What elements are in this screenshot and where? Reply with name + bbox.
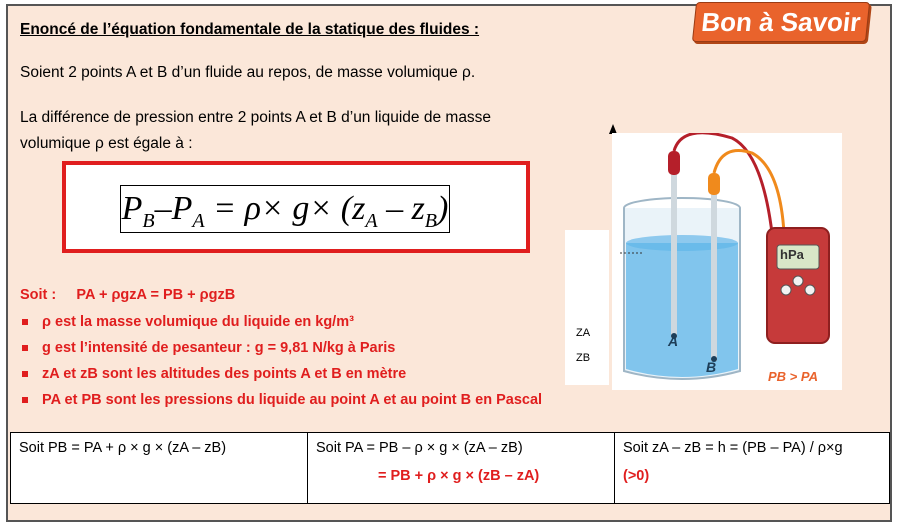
table-cell-pa: Soit PA = PB – ρ × g × (zA – zB) = PB + ρ × g × (zB – zA): [308, 433, 615, 504]
manometer-illustration: [612, 133, 842, 390]
table-cell-height: Soit zA – zB = h = (PB – PA) / ρ×g (>0): [615, 433, 890, 504]
list-item: zA et zB sont les altitudes des points A et B en mètre: [20, 361, 542, 387]
table-row: [11, 433, 890, 504]
bullet-icon: [22, 319, 28, 325]
soit-label: Soit :: [20, 287, 57, 303]
section-title: Enoncé de l’équation fondamentale de la statique des fluides :: [20, 21, 480, 38]
list-item: PA et PB sont les pressions du liquide au point A et au point B en Pascal: [20, 387, 542, 413]
list-item: ρ est la masse volumique du liquide en kg/m³: [20, 309, 542, 335]
bullet-icon: [22, 345, 28, 351]
bullet-icon: [22, 371, 28, 377]
intro-paragraph-1: Soient 2 points A et B d’un fluide au repos, de masse volumique ρ.: [20, 64, 476, 81]
bullet-icon: [22, 397, 28, 403]
list-item: g est l’intensité de pesanteur : g = 9,81 N/kg à Paris: [20, 335, 542, 361]
intro-paragraph-2: La différence de pression entre 2 points A et B d’un liquide de masse volumique ρ est égale à :: [20, 109, 492, 152]
formula-equation: $P_B-P_A = \rho\times g\times (z_A - z_B)$: [120, 185, 450, 233]
soit-text: PA + ρgzA = PB + ρgzB: [76, 287, 236, 303]
pressure-relation: PB > PA: [768, 369, 818, 384]
soit-equation: [20, 287, 235, 303]
bon-a-savoir-badge: Bon à Savoir: [692, 2, 870, 42]
definitions-list: [20, 309, 542, 413]
z-b-label: ZB: [576, 352, 591, 364]
z-a-label: ZA: [576, 327, 591, 339]
results-table: [10, 432, 890, 504]
formula-frame: [62, 161, 530, 253]
table-cell-pb: Soit PB = PA + ρ × g × (zA – zB): [11, 433, 308, 504]
gauge-display: hPa: [780, 247, 804, 262]
point-b-label: B: [706, 359, 717, 375]
beaker-and-gauge-image: [612, 133, 842, 390]
point-a-label: A: [668, 333, 679, 349]
